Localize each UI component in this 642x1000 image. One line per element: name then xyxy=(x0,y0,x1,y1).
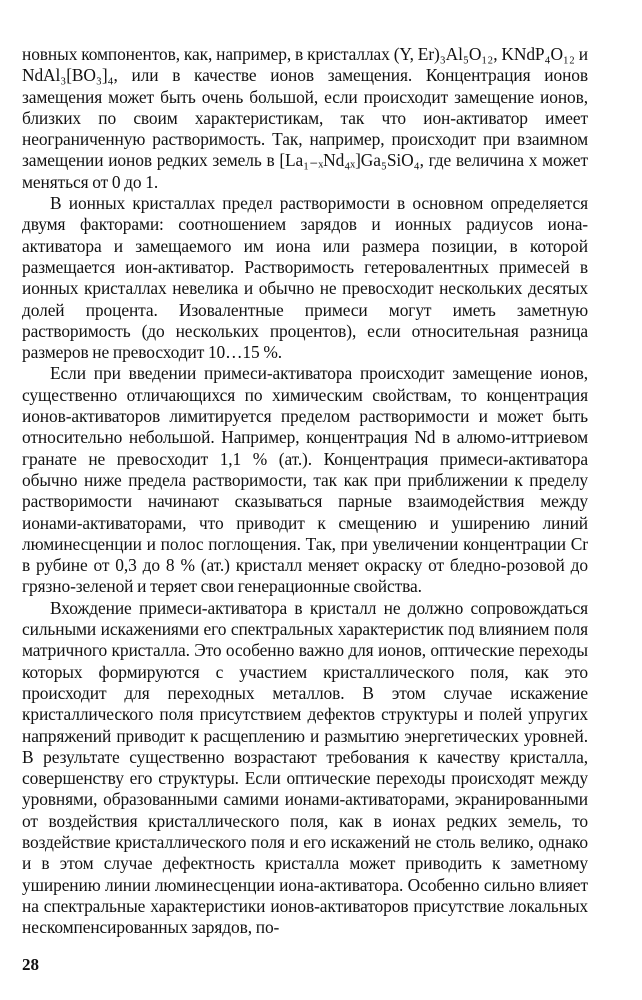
page-text-block xyxy=(22,44,588,938)
paragraph-4: Вхождение примеси-активатора в кристалл не должно сопровождаться сильными искажениями его спектральных характеристик под влиянием поля матричного кристалла. Это особенно важно для ионов, оптические переходы которых формируются с участием кристаллического поля, как это происходит для переходных металлов. В этом случае искажение кристаллического поля присутствием дефектов структуры и полей упругих напряжений приводит к расщеплению и размытию энергетических уровней. В результате существенно возрастают требования к качеству кристалла, совершенству его структуры. Если оптические переходы происходят между уровнями, образованными самими ионами-активаторами, экранированными от воздействия кристаллического поля, как в ионах редких земель, то воздействие кристаллического поля и его искажений не столь велико, однако и в этом случае дефектность кристалла может приводить к заметному уширению линии люминесценции иона-активатора. Особенно сильно влияет на спектральные характеристики ионов-активаторов присутствие локальных нескомпенсированных зарядов, по- xyxy=(22,597,588,938)
page-number: 28 xyxy=(22,955,39,974)
paragraph-2: В ионных кристаллах предел растворимости в основном определяется двумя факторами: соотношением зарядов и ионных радиусов иона-активатора и замещаемого им иона или размера позиции, в которой размещается ион-активатор. Растворимость гетеровалентных примесей в ионных кристаллах невелика и обычно не превосходит нескольких десятых долей процента. Изовалентные примеси могут иметь заметную растворимость (до нескольких процентов), если относительная разница размеров не превосходит 10…15 %. xyxy=(22,193,588,363)
paragraph-1: новных компонентов, как, например, в кристаллах (Y, Er)₃Al₅O₁₂, KNdP₄O₁₂ и NdAl₃[BO₃]₄, или в качестве ионов замещения. Концентрация ионов замещения может быть очень большой, если происходит замещение ионов, близких по своим характеристикам, так что ион-активатор имеет неограниченную растворимость. Так, например, происходит при взаимном замещении ионов редких земель в [La₁₋ₓNd₄ₓ]Ga₅SiO₄, где величина x может меняться от 0 до 1. xyxy=(22,44,588,192)
paragraph-3: Если при введении примеси-активатора происходит замещение ионов, существенно отличающихся по химическим свойствам, то концентрация ионов-активаторов лимитируется пределом растворимости и может быть относительно небольшой. Например, концентрация Nd в алюмо-иттриевом гранате не превосходит 1,1 % (ат.). Концентрация примеси-активатора обычно ниже предела растворимости, так как при приближении к пределу растворимости начинают сказываться парные взаимодействия между ионами-активаторами, что приводит к смещению и уширению линий люминесценции и полос поглощения. Так, при увеличении концентрации Cr в рубине от 0,3 до 8 % (ат.) кристалл меняет окраску от бледно-розовой до грязно-зеленой и теряет свои генерационные свойства. xyxy=(22,363,588,597)
